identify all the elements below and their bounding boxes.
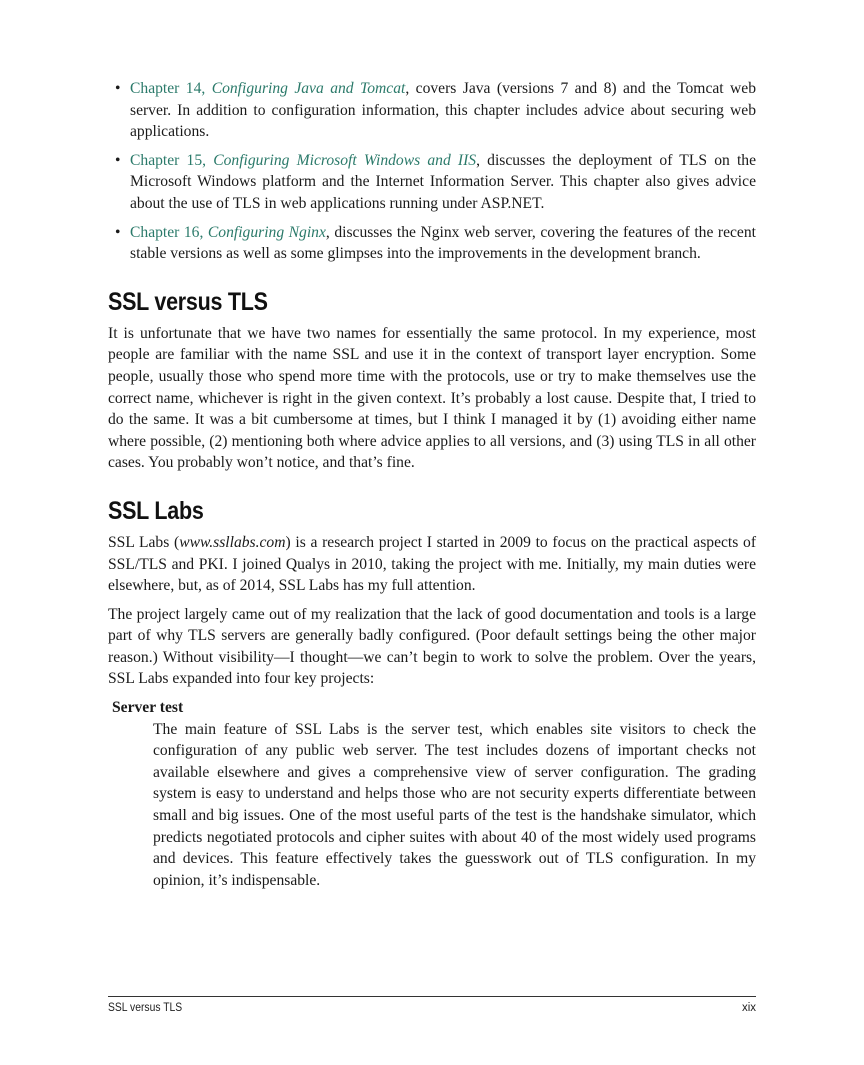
- chapter-link[interactable]: Chapter 15, Configuring Microsoft Windows and IIS: [130, 151, 477, 169]
- url-text: www.ssllabs.com: [179, 533, 286, 551]
- bullet-icon: •: [115, 80, 121, 97]
- chapter-link[interactable]: Chapter 14, Configuring Java and Tomcat: [130, 80, 406, 97]
- list-item-text: , discusses the Nginx web server, covering the features of the recent stable versions as well as some glimpses into the improvements in the development branch.: [130, 223, 756, 263]
- list-item: [115, 222, 756, 265]
- running-title: SSL versus TLS: [108, 1002, 183, 1014]
- bullet-icon: •: [115, 151, 121, 169]
- list-item-text: , discusses the deployment of TLS on the Microsoft Windows platform and the Internet Information Server. This chapter also gives advice about the use of TLS in web applications running under ASP.NET.: [130, 151, 757, 212]
- section-heading: SSL Labs: [108, 496, 204, 525]
- chapter-list: [108, 78, 756, 265]
- list-item: [115, 150, 757, 215]
- definition-description: The main feature of SSL Labs is the server test, which enables site visitors to check the configuration of any public web server. The test includes dozens of important checks not available elsewhere and gives a comprehensive view of server configuration. The grading system is easy to understand and helps those who are not security experts differentiate between small and big issues. One of the most useful parts of the test is the handshake simulator, which predicts negotiated protocols and cipher suites with about 40 of the most widely used programs and devices. This feature effectively takes the guesswork out of TLS configuration. In my opinion, it’s indispensable.: [153, 720, 756, 889]
- section-heading: SSL versus TLS: [108, 287, 268, 316]
- paragraph: It is unfortunate that we have two names for essentially the same protocol. In my experience, most people are familiar with the name SSL and use it in the context of transport layer encryption. Some people, usually those who spend more time with the protocols, use or try to make themselves use the correct name, whichever is right in the given context. It’s probably a lost cause. Despite that, I tried to do the same. It was a bit cumbersome at times, but I think I managed it by (1) avoiding either name where possible, (2) mentioning both where advice applies to all versions, and (3) using TLS in all other cases. You probably won’t notice, and that’s fine.: [108, 324, 756, 472]
- page-footer: [108, 996, 756, 1014]
- paragraph: SSL Labs (www.ssllabs.com) is a research project I started in 2009 to focus on the practical aspects of SSL/TLS and PKI. I joined Qualys in 2010, taking the project with me. Initially, my main duties were elsewhere, but, as of 2014, SSL Labs has my full attention.: [108, 533, 757, 595]
- page-body: [108, 78, 756, 891]
- definition-term: Server test: [112, 699, 184, 717]
- list-item-text: , covers Java (versions 7 and 8) and the Tomcat web server. In addition to configuration information, this chapter includes advice about securing web applications.: [130, 80, 757, 141]
- definition-list: [108, 697, 756, 891]
- page-number: xix: [741, 1002, 756, 1014]
- bullet-icon: •: [115, 223, 121, 241]
- paragraph: The project largely came out of my realization that the lack of good documentation and tools is a large part of why TLS servers are generally badly configured. (Poor default settings being the other major reason.) Without visibility—I thought—we can’t begin to work to solve the problem. Over the years, SSL Labs expanded into four key projects:: [108, 605, 756, 688]
- chapter-link[interactable]: Chapter 16, Configuring Nginx: [130, 223, 326, 241]
- list-item: [115, 78, 757, 143]
